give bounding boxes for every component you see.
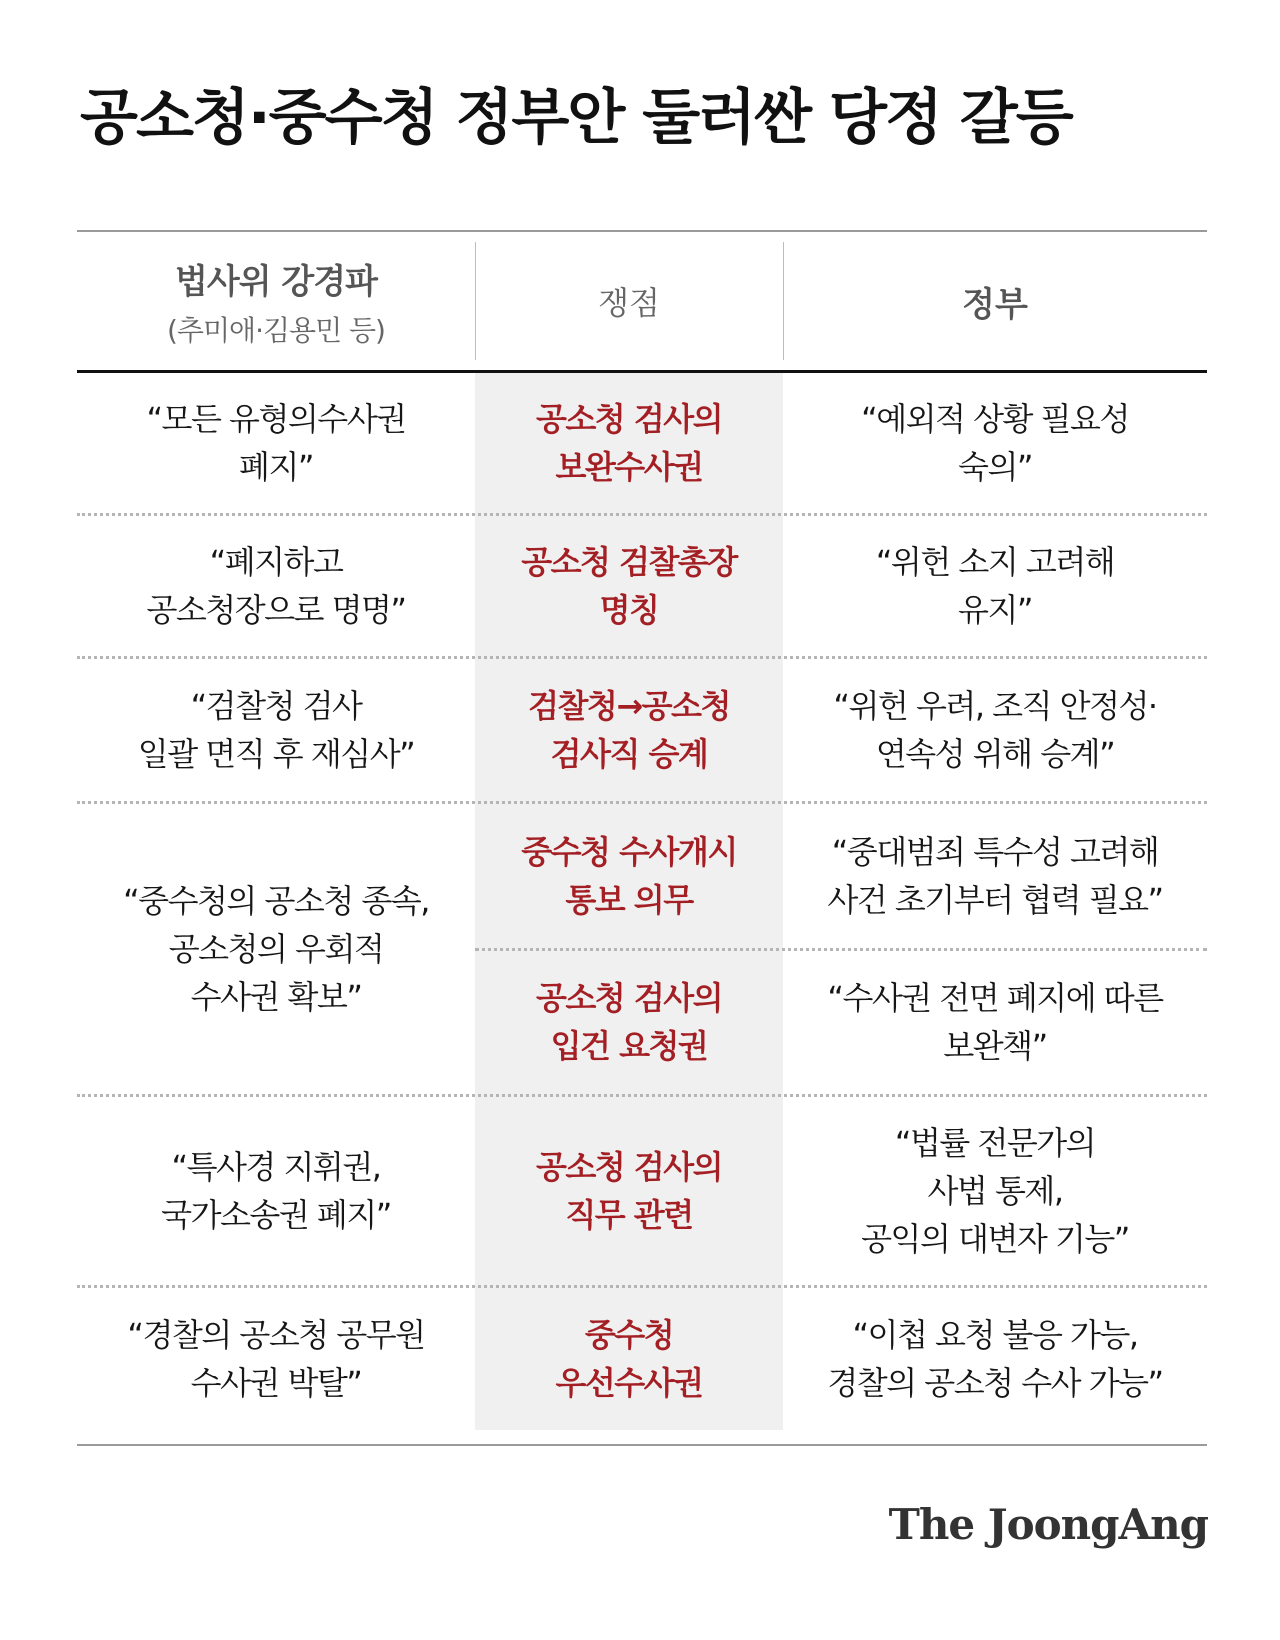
issue-sub-stack [475, 804, 1207, 1094]
column-divider [475, 242, 476, 360]
table-row [77, 1097, 1207, 1288]
issue-label: 검찰청→공소청 검사직 승계 [528, 687, 730, 773]
issue-label: 중수청 수사개시 통보 의무 [521, 832, 737, 919]
hardliner-position: “폐지하고 공소청장으로 명명” [146, 543, 406, 629]
hardliner-position: “특사경 지휘권, 국가소송권 폐지” [161, 1148, 391, 1234]
issue-label: 공소청 검찰총장 명칭 [521, 543, 737, 629]
table-header [77, 232, 1207, 373]
table-bottom-rule [77, 1444, 1207, 1446]
table-row [77, 804, 1207, 1097]
issue-label: 중수청 우선수사권 [555, 1316, 703, 1402]
issue-label: 공소청 검사의 보완수사권 [535, 400, 723, 486]
table-row [77, 516, 1207, 659]
issue-label: 공소청 검사의 직무 관련 [535, 1148, 723, 1234]
table-body [77, 373, 1207, 1430]
hardliner-position: “검찰청 검사 일괄 면직 후 재심사” [137, 687, 415, 773]
publisher-logo: The JoongAng [888, 1500, 1208, 1549]
government-position: “위헌 소지 고려해 유지” [875, 543, 1115, 629]
header-right-label: 정부 [962, 284, 1028, 325]
header-left-main: 법사위 강경파 [175, 261, 377, 302]
header-middle-label: 쟁점 [598, 284, 660, 322]
government-position: “수사권 전면 폐지에 따른 보완책” [827, 979, 1163, 1066]
header-right [783, 232, 1207, 370]
column-divider [783, 242, 784, 360]
government-position: “중대범죄 특수성 고려해 사건 초기부터 협력 필요” [827, 832, 1163, 919]
government-position: “위헌 우려, 조직 안정성· 연속성 위해 승계” [833, 687, 1157, 773]
government-position: “이첩 요청 불응 가능, 경찰의 공소청 수사 가능” [827, 1316, 1163, 1402]
sub-row-bottom [475, 951, 1207, 1095]
page-title: 공소청·중수청 정부안 둘러싼 당정 갈등 [80, 83, 1072, 153]
issue-label: 공소청 검사의 입건 요청권 [535, 979, 723, 1066]
hardliner-position: “중수청의 공소청 종속, 공소청의 우회적 수사권 확보” [123, 882, 429, 1016]
header-left-sub: (추미애·김용민 등) [167, 313, 385, 347]
hardliner-position: “경찰의 공소청 공무원 수사권 박탈” [127, 1316, 425, 1402]
header-middle [475, 232, 783, 370]
comparison-table [77, 230, 1207, 1430]
hardliner-position: “모든 유형의수사권 폐지” [146, 400, 406, 486]
table-row [77, 373, 1207, 516]
header-left [77, 232, 475, 370]
government-position: “예외적 상황 필요성 숙의” [861, 400, 1129, 486]
table-row [77, 1288, 1207, 1430]
government-position: “법률 전문가의 사법 통제, 공익의 대변자 기능” [861, 1124, 1129, 1258]
sub-row-top [475, 804, 1207, 951]
table-row [77, 659, 1207, 804]
